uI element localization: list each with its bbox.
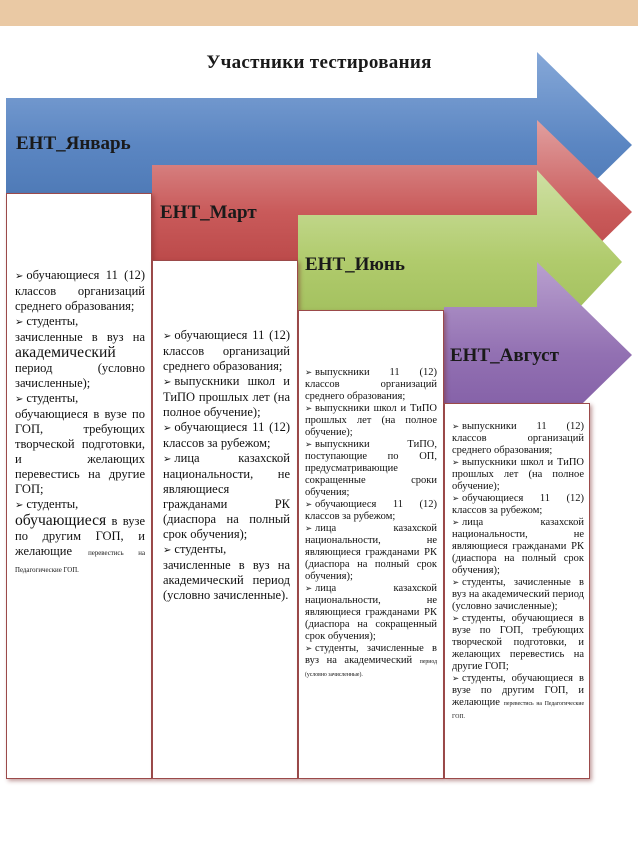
list-item: ➢ студенты, обучающиеся в вузе по ГОП, требующих творческой подготовки, и желающих перевестись на другие ГОП; — [15, 391, 145, 497]
list-item: ➢ студенты, обучающиеся в вузе по другим ГОП, и желающие перевестись на Педагогические ГОП. — [452, 673, 584, 723]
march-list — [163, 328, 290, 603]
list-item: ➢ выпускники школ и ТиПО прошлых лет (на полное обучение); — [305, 403, 437, 439]
list-item: ➢ обучающиеся 11 (12) классов за рубежом; — [305, 499, 437, 523]
list-item: ➢ обучающиеся 11 (12) классов за рубежом; — [163, 420, 290, 451]
list-item: ➢ студенты, зачисленные в вуз на академический период (условно зачисленные); — [452, 577, 584, 613]
list-item: ➢ лица казахской национальности, не являющиеся гражданами РК (диаспора на полный срок обучения); — [163, 451, 290, 542]
label-august: ЕНТ_Август — [450, 345, 559, 366]
label-january: ЕНТ_Январь — [16, 133, 131, 154]
list-item: ➢ лица казахской национальности, не являющиеся гражданами РК (диаспора на сокращенный срок обучения); — [305, 583, 437, 643]
january-list — [15, 268, 145, 578]
list-item: ➢ студенты, обучающиеся в вузе по ГОП, требующих творческой подготовки, и желающих перевестись на другие ГОП; — [452, 613, 584, 673]
list-item: ➢ студенты, зачисленные в вуз на академический период (условно зачисленные). — [305, 643, 437, 681]
list-item: ➢ выпускники школ и ТиПО прошлых лет (на полное обучение); — [452, 457, 584, 493]
august-list — [452, 421, 584, 723]
list-item: ➢ выпускники 11 (12) классов организаций среднего образования; — [305, 367, 437, 403]
list-item: ➢ студенты, обучающиеся в вузе по другим ГОП, и желающие перевестись на Педагогические ГОП. — [15, 497, 145, 578]
list-item: ➢ студенты, зачисленные в вуз на академический период (условно зачисленные); — [15, 314, 145, 391]
list-item: ➢ лица казахской национальности, не являющиеся гражданами РК (диаспора на полный срок обучения); — [452, 517, 584, 577]
list-item: ➢ обучающиеся 11 (12) классов организаций среднего образования; — [163, 328, 290, 374]
diagram-title: Участники тестирования — [206, 52, 432, 73]
label-march: ЕНТ_Март — [160, 202, 257, 223]
list-item: ➢ обучающиеся 11 (12) классов организаций среднего образования; — [15, 268, 145, 314]
list-item: ➢ выпускники школ и ТиПО прошлых лет (на полное обучение); — [163, 374, 290, 420]
list-item: ➢ выпускники ТиПО, поступающие по ОП, предусматривающие сокращенные сроки обучения; — [305, 439, 437, 499]
june-list — [305, 367, 437, 681]
list-item: ➢ лица казахской национальности, не являющиеся гражданами РК (диаспора на полный срок обучения); — [305, 523, 437, 583]
list-item: ➢ выпускники 11 (12) классов организаций среднего образования; — [452, 421, 584, 457]
label-june: ЕНТ_Июнь — [305, 254, 405, 275]
list-item: ➢ студенты, зачисленные в вуз на академический период (условно зачисленные). — [163, 542, 290, 603]
list-item: ➢ обучающиеся 11 (12) классов за рубежом; — [452, 493, 584, 517]
